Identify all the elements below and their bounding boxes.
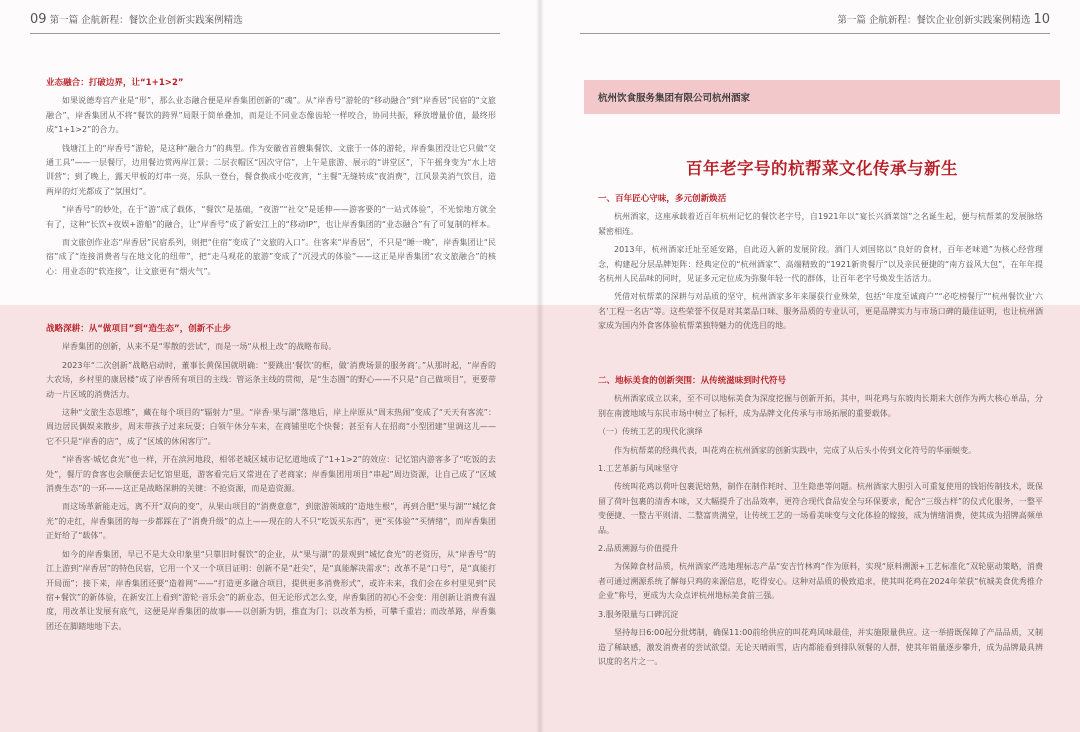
subsection-text: 作为杭帮菜的经典代表，叫花鸡在杭州酒家的创新实践中，完成了从后头小传到文化符号的华丽蜕变。 [614, 445, 977, 455]
left-s2-paragraph: 2023年“二次创新”战略启动时，董事长黄保国就明确：“要跳出‘餐饮’的框，做‘消费场景的服务商’。”从那时起，“岸香的大农场，乡村里的康居楼”成了岸香所有项目的主线：管运条主线的贯彻，是“生态圈”的野心——不只是“自己做项目”，更要带动一片区域的消费活力。 [46, 360, 496, 399]
left-s2-paragraph: “岸香客·城忆食光”也一样，开在滨河地段，相邻老城区城市记忆道地成了“1+1>2”的效应：记忆馆内游客多了“吃饭的去处”，餐厅的食客也会顺便去记忆馆里逛，游客看完后又常进在了老商家；岸香集团用项目“串起”周边资源，让自己成了“区域消费生态”的一环——这正是战略深耕的关键：不抢资源，而是造资源。 [46, 455, 496, 494]
company-name-banner: 杭州饮食服务集团有限公司杭州酒家 [584, 80, 1060, 114]
left-s2-paragraph: 如今的岸香集团，早已不是大众印象里“只靠旧时餐饮”的企业，从“果与湖”的景观到“城忆食光”的老资历，从“岸香号”的江上游到“岸香居”的特色民宿，它用一个又一个项目证明：创新不是“赶尖”，是“真能解决需求”；改革不是“口号”，是“真能打开局面”；接下来，岸香集团还要“造着网”——“打造更多融合项目，提供更多消费形式”，或许未来，我们会在乡村里见到“民宿+餐饮”的新体验，在新安江上看到“游轮·音乐会”的新业态，但无论形式怎么变，岸香集团的初心不会变：用创新让消费有温度，用改革让发展有底气，这便是岸香集团的故事——以创新为钥，推直为门；以改革为桥，可攀千重岩；而改革路，岸香集团还在脚踏地地下去。 [46, 549, 496, 631]
subsection-text: 为保障食材品质，杭州酒家严选地理标志产品“安吉竹林鸡”作为原料，实现“原料溯源+工艺标准化”双轮驱动策略，消费者可通过溯源系统了解每只鸡的来源信息，吃得安心。这种对品质的极致追求，使其叫花鸡在2024年荣获“杭城美食优秀推介企业”称号，更成为大众点评杭州地标美食前三强。 [598, 562, 1043, 601]
left-s1-paragraph: 如果说德寿宫产业是“形”，那么业态融合便是岸香集团创新的“魂”。从“岸香号”游轮的“移动融合”到“岸香居”民宿的“文旅融合”，岸香集团从不将“餐饮的跨界”局限于简单叠加，而是让不同业态像齿轮一样咬合，协同共振，释放增量价值，最终形成“1+1>2”的合力。 [46, 96, 496, 135]
article-title: 百年老字号的杭帮菜文化传承与新生 [686, 159, 958, 178]
right-s1-paragraph: 凭借对杭帮菜的深耕与对品质的坚守，杭州酒家多年来屡获行业殊荣，包括“年度至诚商户”“必吃榜餐厅”“杭州餐饮业‘六名’工程一名店”等。这些荣誉不仅是对其菜品口味、服务品质的专业认可，更是品牌实力与市场口碑的最佳证明，也让杭州酒家成为国内外食客体验杭帮菜独特魅力的优选目的地。 [598, 292, 1043, 331]
left-section1 [46, 72, 496, 283]
right-section2-heading: 二、地标美食的创新突围：从传统滋味到时代符号 [598, 376, 787, 386]
right-section2 [598, 370, 1043, 673]
left-running-header [30, 12, 500, 34]
left-header-text: 第一篇 企航新程：餐饮企业创新实践案例精选 [49, 15, 243, 26]
subsection-title: 2.品质溯源与价值提升 [598, 544, 679, 554]
right-s1-paragraph: 杭州酒家，这座承载着近百年杭州记忆的餐饮老字号，自1921年以“宴长兴酒菜馆”之名诞生起，便与杭帮菜的发展脉络紧密相连。 [598, 212, 1043, 236]
subsection-title: 3.服务限量与口碑沉淀 [598, 609, 679, 619]
right-page-number: 10 [1033, 12, 1050, 27]
left-s1-paragraph: “岸香号”的妙处，在于“游”成了载体，“餐饮”是基础，“夜游”“社交”是延伸——游客要的“一站式体验”，不光惊地方就全有了，这种“长饮+夜娱+游船”的融合，让“岸香号”成了新安江上的“移动IP”，也让岸香集团的“业态融合”有了可复制的样本。 [46, 205, 496, 229]
right-header-text: 第一篇 企航新程：餐饮企业创新实践案例精选 [837, 15, 1031, 26]
right-s2-intro: 杭州酒家成立以来，至不可以地标美食为深度挖掘与创新开拓，其中，叫花鸡与东坡肉长期来大创作为两大核心单品，分别在南渡地域与东民市场中树立了标杆，成为品牌文化传承与市场拓展的重要载体。 [598, 394, 1043, 418]
left-section1-heading: 业态融合：打破边界，让“1+1>2” [46, 78, 184, 88]
book-gutter [536, 0, 544, 732]
right-s1-paragraph: 2013年，杭州酒家迁址至延安路，自此迈入新的发展阶段。酒门人刘国铭以“良好的食材，百年老味道”为核心经营理念，构建起分层品牌矩阵：经典定位的“杭州酒家”、高端精致的“1921新贵餐厅”以及亲民便捷的“南方益风大包”，在年年提名杭州人民品味的同时，见证多元定位成为弥聚年轻一代的群体，让百年老字号焕发生活活力。 [598, 245, 1043, 284]
left-section2-heading: 战略深耕：从“做项目”到“造生态”，创新不止步 [46, 324, 231, 334]
right-section1 [598, 188, 1043, 338]
left-s1-paragraph: 钱塘江上的“岸香号”游轮，是这种“融合力”的典型。作为安徽省首艘集餐饮、文旅于一体的游轮，岸香集团没让它只做“交通工具”——一层餐厅，边用餐边赏两岸江景；二层衣帽区“因次守信”，上午是旅游、展示的“讲堂区”，下午摇身变为“水上培训营”；到了晚上，露天甲板的灯串一亮，乐队一登台，餐食换成小吃夜宵，“主餐”无缝转成“夜消费”，江风景美消气饮目，造两岸的灯光都成了“氛围灯”。 [46, 143, 496, 196]
subsection-title: 1.工艺革新与风味坚守 [598, 464, 679, 474]
right-page [540, 0, 1080, 732]
left-s2-paragraph: 这种“文旅生态思维”，藏在每个项目的“辐射力”里。“岸香·果与湖”落地后，岸上岸原从“周末热闹”变成了“天天有客流”：周边居民偶娱来散步，周末带孩子过来玩耍；白领午休分车来，在商铺里吃个快餐；甚至有人在招商“小型团建”里调这儿——它不只是“岸香的店”，成了“区域的休闲客厅”。 [46, 408, 496, 446]
right-section1-heading: 一、百年匠心守味，多元创新焕活 [598, 194, 727, 204]
left-s2-paragraph: 而这场革新能走远，离不开“双向的变”，从果山项目的“消费意意”，到旅游领域的“造地生根”，再到合肥“果与湖”“城忆食光”的走红，岸香集团的每一步都踩在了“消费升级”的点上——现在的人不只“吃饭买东西”，更“买体验”“买情绪”，而岸香集团正好给了“载体”。 [46, 502, 496, 541]
subsection-text: 坚持每日6:00起分批烤制，确保11:00前给供应的叫花鸡风味最佳，并实施限量供应。这一举措既保障了产品品质，又制造了稀缺感，激发消费者的尝试欲望。无论天晴雨雪，店内都能看到排队领餐的人群，使其年销量逐步攀升，成为品牌最具辨识度的名片之一。 [598, 628, 1043, 666]
left-s2-paragraph: 岸香集团的创新，从来不是“零散的尝试”，而是一场“从根上改”的战略布局。 [62, 342, 337, 352]
subsection-title: （一）传统工艺的现代化演绎 [598, 427, 703, 437]
subsection-text: 传统叫花鸡以荷叶包裹泥焙熟，制作在制作耗时、卫生隐患等问题。杭州酒家大胆引入可重复使用的钱铝传制技术，既保留了荷叶包裹的清香本味，又大幅提升了出品效率，更符合现代食品安全与环保要求，配合“三级古样”的仪式化服务，一整平变便捷、一整古平则清、二整富贵满堂，让传统工艺的一场看美味变与文化体验的嫁接，成为情绪消费，使其成为招牌高频单品。 [598, 482, 1043, 535]
left-page-number: 09 [30, 12, 47, 27]
left-s1-paragraph: 而文旅创作业态“岸香居”民宿系列，则把“住宿”变成了“文旅的入口”。住客来“岸香居”，不只是“睡一晚”，岸香集团让“民宿”成了“连接消费者与在地文化的纽带”，把“走马观花的旅游”变成了“沉浸式的体验”——这正是岸香集团“农文旅融合”的核心：用业态的“软连接”，让文旅更有“烟火气”。 [46, 238, 496, 276]
left-section2 [46, 318, 496, 638]
right-running-header [580, 12, 1050, 34]
